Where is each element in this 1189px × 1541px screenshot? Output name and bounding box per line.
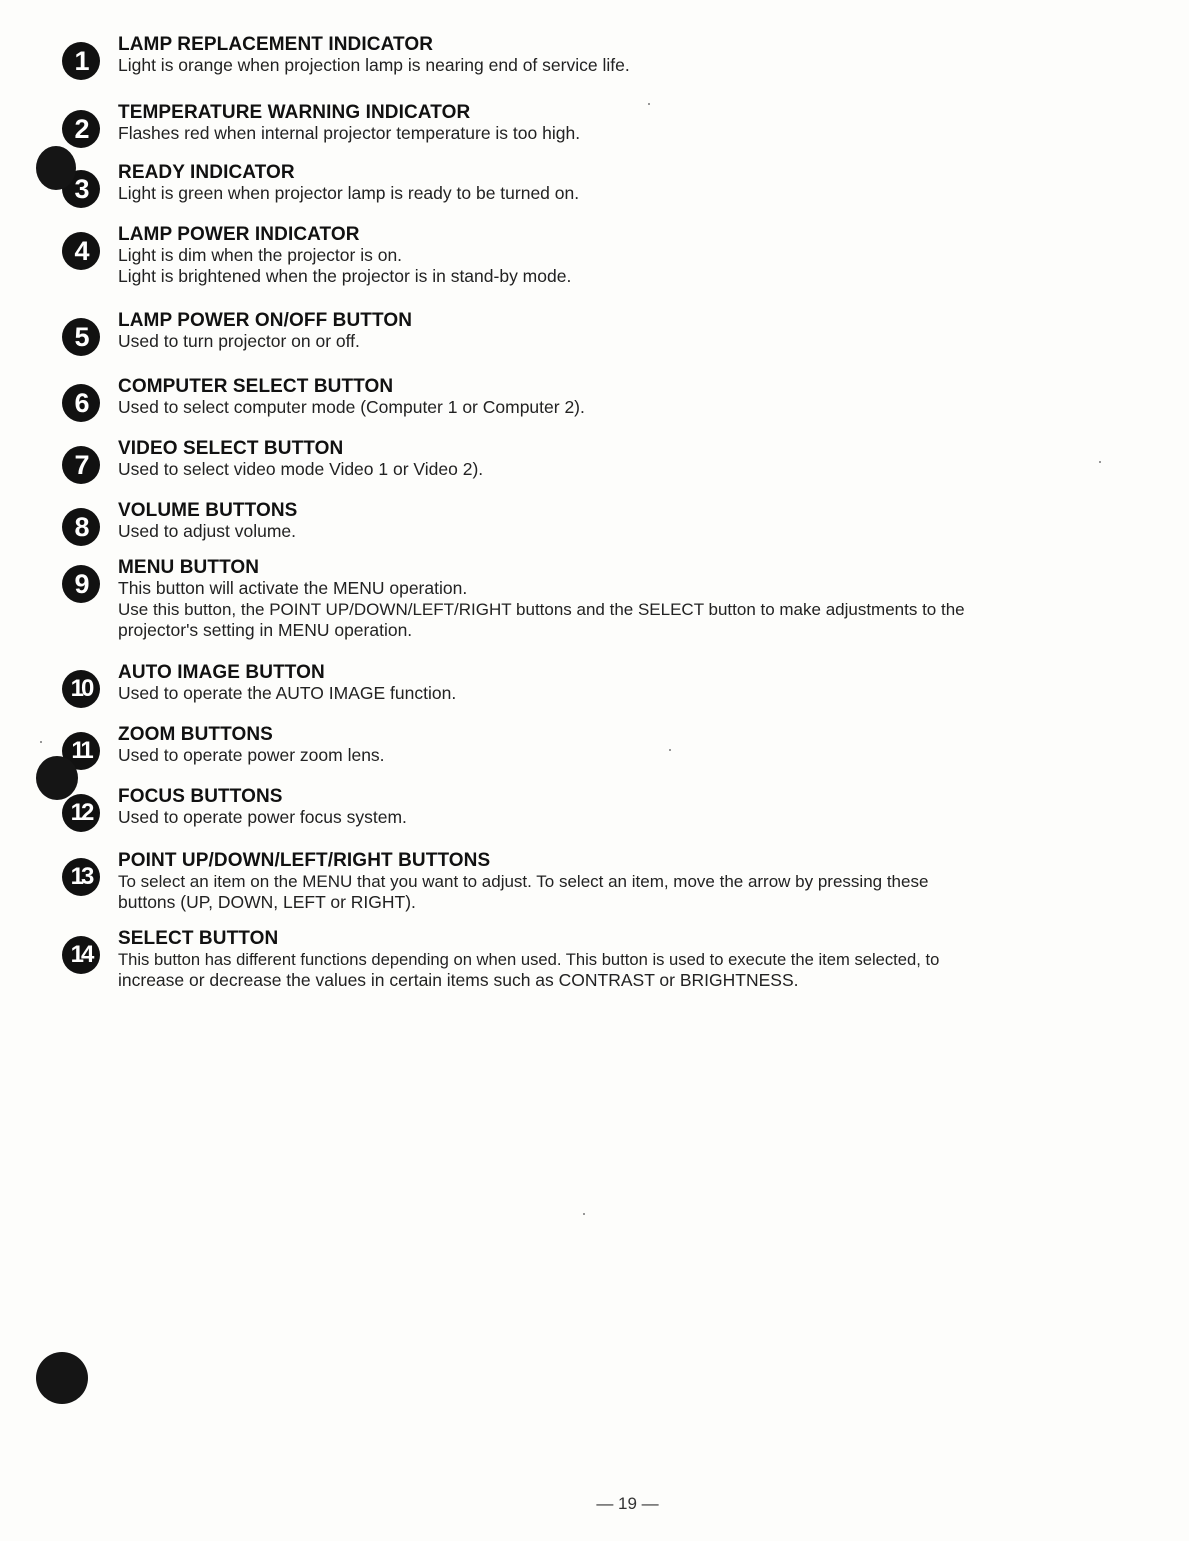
number-badge-icon: 5 — [62, 318, 100, 356]
scan-speck — [583, 1213, 585, 1215]
entry-title: LAMP POWER INDICATOR — [118, 224, 360, 245]
entry-description: Used to operate power zoom lens. — [118, 745, 385, 765]
entry-title: VOLUME BUTTONS — [118, 500, 298, 521]
entry-description: This button has different functions depending on when used. This button is used to execute the item selected, to — [118, 950, 940, 969]
number-badge-icon: 4 — [62, 232, 100, 270]
entry-description: To select an item on the MENU that you want to adjust. To select an item, move the arrow by pressing these — [118, 872, 929, 891]
number-badge-icon: 2 — [62, 110, 100, 148]
entry-description: This button will activate the MENU operation. — [118, 578, 468, 598]
entry-description: Used to operate the AUTO IMAGE function. — [118, 683, 457, 703]
entry-description: Light is dim when the projector is on. — [118, 245, 403, 265]
entry-description: buttons (UP, DOWN, LEFT or RIGHT). — [118, 892, 416, 912]
number-badge-icon: 6 — [62, 384, 100, 422]
number-badge-icon: 11 — [62, 732, 100, 770]
number-badge-icon: 12 — [62, 794, 100, 832]
page-number: — 19 — — [596, 1494, 659, 1513]
number-badge-icon: 1 — [62, 42, 100, 80]
entry-description: Used to select computer mode (Computer 1 or Computer 2). — [118, 397, 585, 417]
entry-description: Used to adjust volume. — [118, 521, 297, 541]
entry-title: ZOOM BUTTONS — [118, 724, 273, 745]
entry-description: Light is brightened when the projector is in stand-by mode. — [118, 266, 572, 286]
number-badge-icon: 7 — [62, 446, 100, 484]
scan-speck — [1099, 461, 1101, 463]
entry-description: increase or decrease the values in certain items such as CONTRAST or BRIGHTNESS. — [118, 970, 799, 990]
entry-description: Used to turn projector on or off. — [118, 331, 360, 351]
scan-speck — [669, 749, 671, 751]
entry-description: Light is orange when projection lamp is nearing end of service life. — [118, 55, 630, 75]
number-badge-icon: 8 — [62, 508, 100, 546]
entry-description: Use this button, the POINT UP/DOWN/LEFT/RIGHT buttons and the SELECT button to make adjustments to the — [118, 600, 965, 619]
scan-speck — [40, 741, 42, 743]
number-badge-icon: 13 — [62, 858, 100, 896]
entry-title: TEMPERATURE WARNING INDICATOR — [118, 102, 471, 123]
entry-title: LAMP POWER ON/OFF BUTTON — [118, 310, 413, 331]
entry-title: VIDEO SELECT BUTTON — [118, 438, 344, 459]
entry-description: Flashes red when internal projector temperature is too high. — [118, 123, 581, 143]
entry-description: Light is green when projector lamp is ready to be turned on. — [118, 183, 580, 203]
entry-title: READY INDICATOR — [118, 162, 295, 183]
scan-speck — [648, 103, 650, 105]
entry-title: FOCUS BUTTONS — [118, 786, 283, 807]
entry-title: COMPUTER SELECT BUTTON — [118, 376, 394, 397]
entry-description: Used to operate power focus system. — [118, 807, 407, 827]
punch-hole-mark — [36, 146, 76, 190]
entry-title: POINT UP/DOWN/LEFT/RIGHT BUTTONS — [118, 850, 491, 871]
entry-title: MENU BUTTON — [118, 557, 260, 578]
entry-description: Used to select video mode Video 1 or Video 2). — [118, 459, 484, 479]
number-badge-icon: 3 — [62, 170, 100, 208]
number-badge-icon: 10 — [62, 670, 100, 708]
punch-hole-mark — [36, 1352, 88, 1404]
entry-title: SELECT BUTTON — [118, 928, 279, 949]
entry-description: projector's setting in MENU operation. — [118, 620, 413, 640]
number-badge-icon: 14 — [62, 936, 100, 974]
punch-hole-mark — [36, 756, 78, 800]
entry-title: AUTO IMAGE BUTTON — [118, 662, 325, 683]
entry-title: LAMP REPLACEMENT INDICATOR — [118, 34, 434, 55]
number-badge-icon: 9 — [62, 565, 100, 603]
